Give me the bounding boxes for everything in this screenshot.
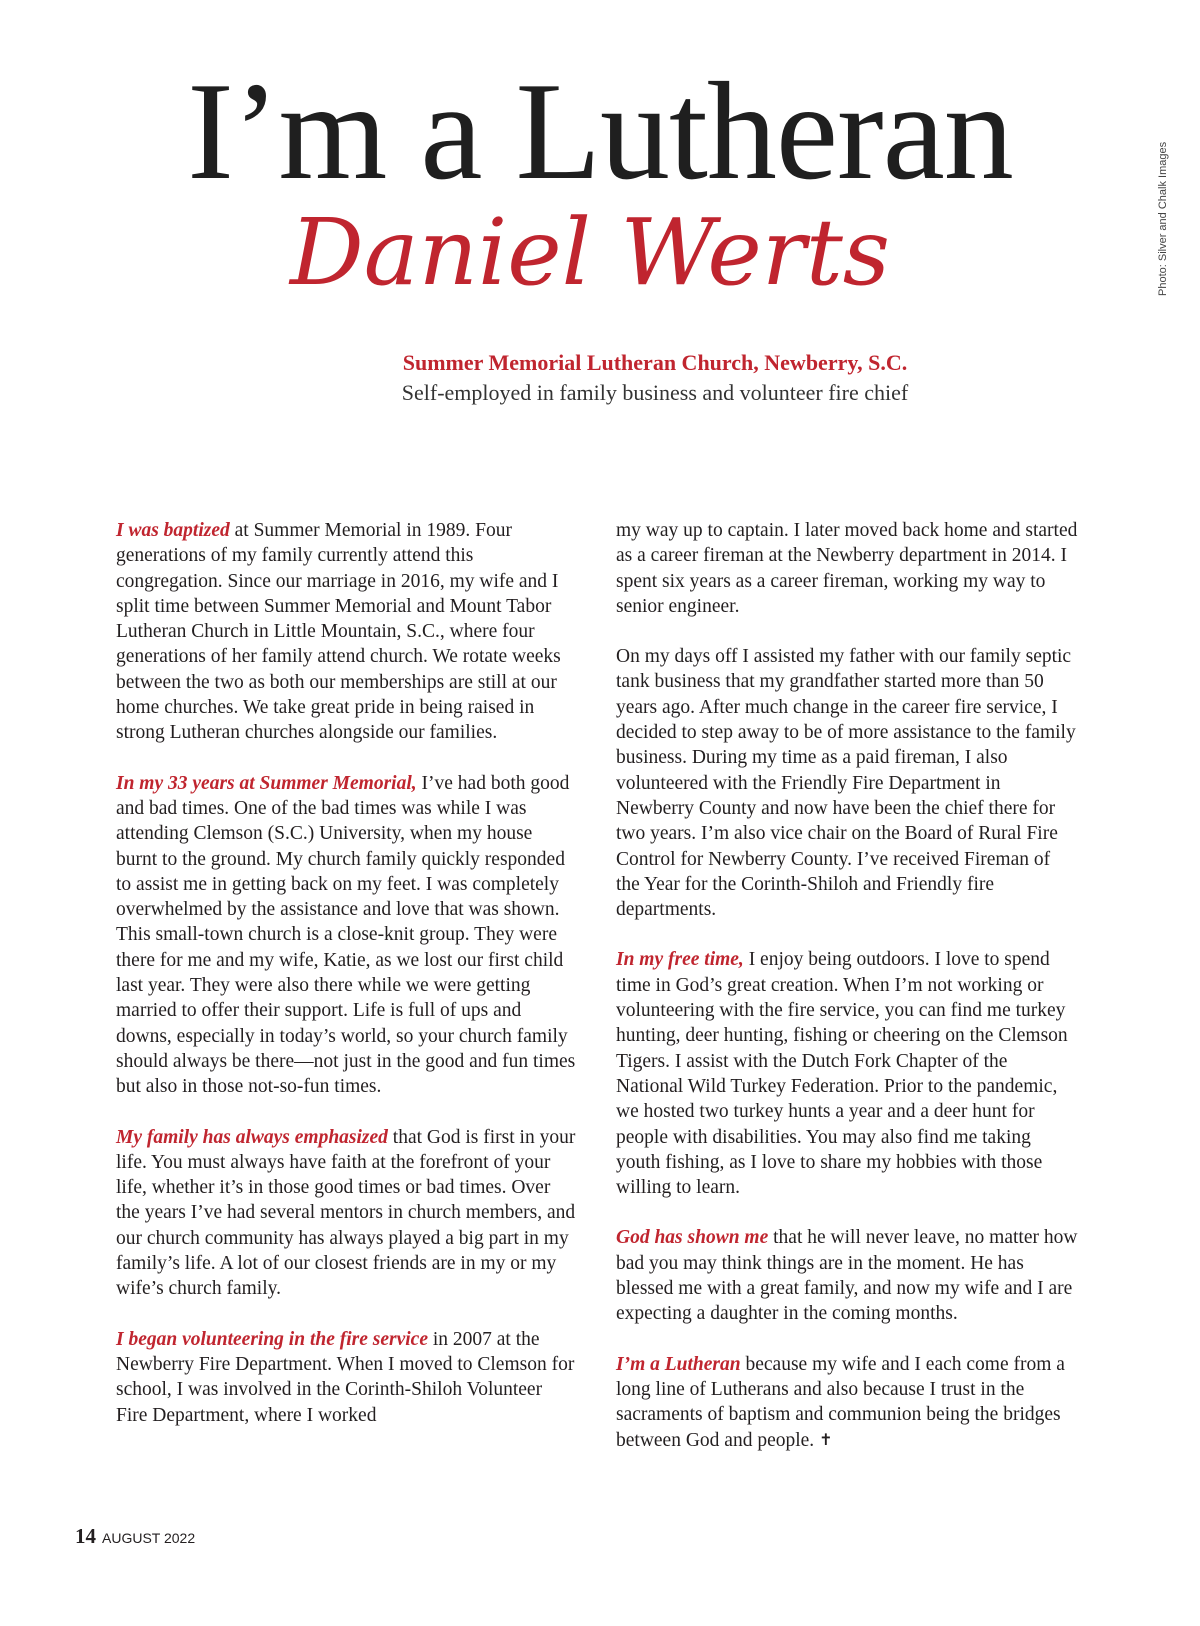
paragraph-lead: I was baptized xyxy=(116,520,230,541)
paragraph-lead: I began volunteering in the fire service xyxy=(116,1328,428,1350)
paragraph-lead: I’m a Lutheran xyxy=(616,1353,741,1375)
paragraph-lead: God has shown me xyxy=(616,1227,769,1249)
paragraph-text: because my wife and I each come from a long line of Lutherans and also because I trust in the sacraments of baptism and communion being the bridges between God and people. xyxy=(616,1353,1065,1451)
paragraph-text: On my days off I assisted my father with our family septic tank business that my grandfather started more than 50 years ago. After much change in the career fire service, I decided to step away to be of more assistance to the family business. During my time as a paid fireman, I also volunteered with the Friendly Fire Department in Newberry County and now have been the chief there for two years. I’m also vice chair on the Board of Rural Fire Control for Newberry County. I’ve received Fireman of the Year for the Corinth-Shiloh and Friendly fire departments. xyxy=(616,646,1076,921)
page-number: 14 xyxy=(75,1524,96,1548)
paragraph xyxy=(116,771,578,1100)
signature-name xyxy=(275,172,905,332)
paragraph xyxy=(616,1225,1078,1326)
signature-text: Daniel Werts xyxy=(289,199,891,306)
paragraph-text: I enjoy being outdoors. I love to spend time in God’s great creation. When I’m not working or volunteering with the fire service, you can find me turkey hunting, deer hunting, fishing or cheering on the Clemson Tigers. I assist with the Dutch Fork Chapter of the National Wild Turkey Federation. Prior to the pandemic, we hosted two turkey hunts a year and a deer hunt for people with disabilities. You may also find me taking youth fishing, as I love to share my hobbies with those willing to learn. xyxy=(616,949,1068,1199)
paragraph xyxy=(616,644,1078,922)
paragraph-text: in 2007 at the Newberry Fire Department. When I moved to Clemson for school, I was involved in the Corinth-Shiloh Volunteer Fire Department, where I worked xyxy=(116,1328,575,1426)
paragraph xyxy=(116,1327,578,1428)
occupation: Self-employed in family business and volunteer fire chief xyxy=(401,380,909,405)
paragraph-lead: My family has always emphasized xyxy=(116,1126,388,1148)
paragraph-lead: In my 33 years at Summer Memorial, xyxy=(116,772,417,794)
paragraph-lead: In my free time, xyxy=(616,949,744,971)
paragraph-text: my way up to captain. I later moved back home and started as a career fireman at the Newberry department in 2014. I spent six years as a career fireman, working my way to senior engineer. xyxy=(616,520,1078,617)
photo-credit: Photo: Silver and Chalk Images xyxy=(1157,141,1169,296)
right-column xyxy=(616,518,1078,1478)
paragraph-text: that he will never leave, no matter how bad you may think things are in the moment. He has blessed me with a great family, and now my wife and I are expecting a daughter in the coming months. xyxy=(616,1227,1078,1325)
page-footer xyxy=(75,1524,195,1549)
paragraph-text: I’ve had both good and bad times. One of the bad times was while I was attending Clemson (S.C.) University, when my house burnt to the ground. My church family quickly responded to assist me in getting back on my feet. I was completely overwhelmed by the assistance and love that was shown. This small-town church is a close-knit group. They were there for me and my wife, Katie, as we lost our first child last year. They were also there while we were getting married to offer their support. Life is full of ups and downs, especially in today’s world, so your church family should always be there—not just in the good and fun times but also in those not-so-fun times. xyxy=(116,772,576,1098)
cross-end-mark-icon: ✝ xyxy=(819,1431,833,1449)
paragraph-text: at Summer Memorial in 1989. Four generations of my family currently attend this congregation. Since our marriage in 2016, my wife and I split time between Summer Memorial and Mount Tabor Lutheran Church in Little Mountain, S.C., where four generations of her family attend church. We rotate weeks between the two as both our memberships are still at our home churches. We take great pride in being raised in strong Lutheran churches alongside our families. xyxy=(116,520,561,744)
paragraph xyxy=(616,1352,1078,1453)
church-name: Summer Memorial Lutheran Church, Newberry, S.C. xyxy=(402,350,908,375)
issue-date: AUGUST 2022 xyxy=(102,1530,196,1546)
paragraph xyxy=(116,1125,578,1302)
paragraph-text: that God is first in your life. You must always have faith at the forefront of your life, whether it’s in those good times or bad times. Over the years I’ve had several mentors in church members, and our church community has always played a big part in my family’s life. A lot of our closest friends are in my or my wife’s church family. xyxy=(116,1126,576,1300)
page-title: I’m a Lutheran xyxy=(187,54,1013,209)
paragraph xyxy=(616,518,1078,619)
left-column xyxy=(116,518,578,1453)
paragraph xyxy=(116,518,578,746)
paragraph xyxy=(616,947,1078,1200)
